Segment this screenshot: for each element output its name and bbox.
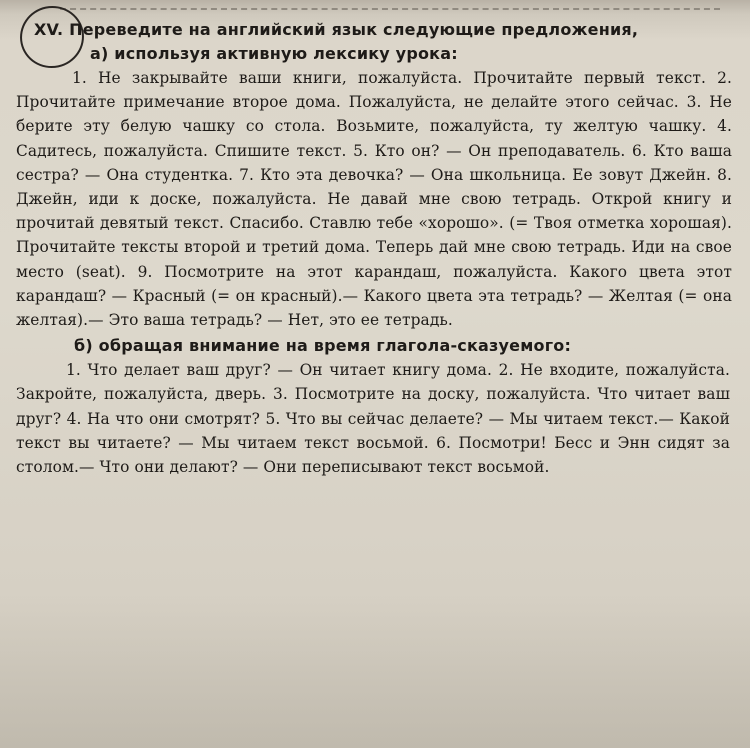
exercise-block (16, 18, 734, 479)
part-b-label: б) обращая внимание на время глагола-сказуемого: (74, 336, 572, 356)
part-b-text: 1. Что делает ваш друг? — Он читает книгу дома. 2. Не входите, пожалуйста. Закройте, пожалуйста, дверь. 3. Посмотрите на доску, пожалуйста. Что читает ваш друг? 4. На что они смотрят? 5. Что вы сейчас делаете? — Мы читаем текст.— Какой текст вы читаете? — Мы читаем текст восьмой. 6. Посмотри! Бесс и Энн сидят за столом.— Что они делают? — Они переписывают текст восьмой. (16, 361, 730, 477)
part-a-text: 1. Не закрывайте ваши книги, пожалуйста. Прочитайте первый текст. 2. Прочитайте примечание второе дома. Пожалуйста, не делайте этого сейчас. 3. Не берите эту белую чашку со стола. Возьмите, пожалуйста, ту желтую чашку. 4. Садитесь, пожалуйста. Спишите текст. 5. Кто он? — Он преподаватель. 6. Кто ваша сестра? — Она студентка. 7. Кто эта девочка? — Она школьница. Ее зовут Джейн. 8. Джейн, иди к доске, пожалуйста. Не давай мне свою тетрадь. Открой книгу и прочитай девятый текст. Спасибо. Ставлю тебе «хорошо». (= Твоя отметка хорошая). Прочитайте тексты второй и третий дома. Теперь дай мне свою тетрадь. Иди на свое место (seat). 9. Посмотрите на этот карандаш, пожалуйста. Какого цвета этот карандаш? — Красный (= он красный).— Какого цвета эта тетрадь? — Желтая (= она желтая).— Это ваша тетрадь? — Нет, это ее тетрадь. (16, 69, 732, 330)
exercise-heading (34, 18, 734, 42)
exercise-title: Переведите на английский язык следующие предложения, (69, 20, 639, 39)
exercise-number: XV. (34, 20, 64, 39)
part-a-label: а) используя активную лексику урока: (90, 44, 458, 63)
previous-text-cutoff (60, 0, 720, 10)
page-shadow (0, 588, 750, 748)
